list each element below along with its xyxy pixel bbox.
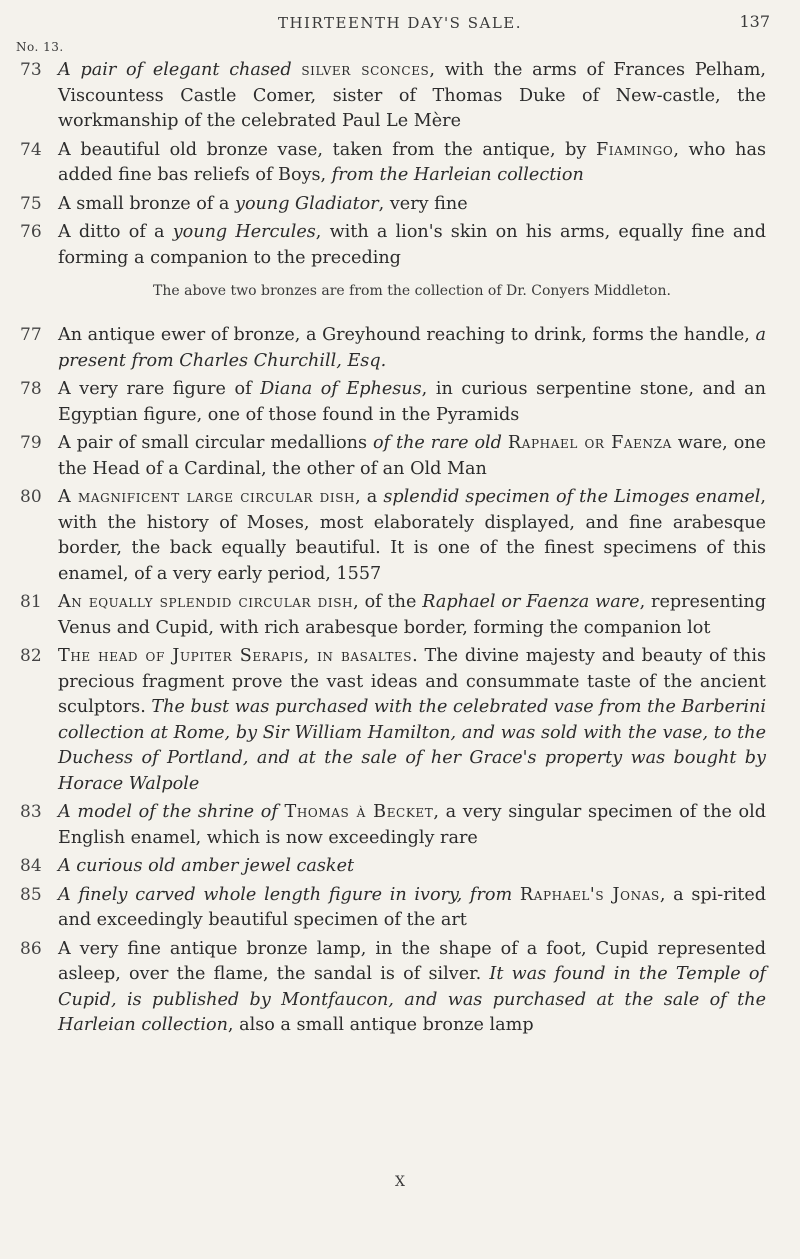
lot-text: Raphael or Faenza ware [422,592,640,612]
lot-entry [0,854,800,880]
lot-number: 77 [20,325,42,345]
lot-entry [0,58,800,135]
lot-number: 84 [20,856,42,876]
lot-number: 74 [20,139,42,160]
lot-entry [0,138,800,189]
lot-entry [0,431,800,482]
lot-text: splendid specimen of the Limoges enamel [383,487,761,507]
running-title: THIRTEENTH DAY'S SALE. [277,14,523,32]
lot-number: 73 [20,60,42,80]
lot-text: . The divine majesty and beauty of this precious fragment prove the vast ideas and consummate taste of the ancient sculptors. [58,646,766,717]
lot-text: , a spi-rited and exceedingly beautiful specimen of the art [58,884,767,930]
lot-text: young Hercules [172,222,316,242]
lot-entry [0,323,800,374]
running-head [0,8,800,32]
lot-entry [0,192,800,218]
lot-text: , with the history of Moses, most elaborately displayed, and fine arabesque border, the back equally beautiful. It is one of the finest specimens of this enamel, of a very early period, 1557 [58,487,766,584]
lot-text: It was found in the Temple of Cupid, is published by Montfaucon, and was purchased at the sale of the Harleian collection [58,964,766,1035]
page-number: 137 [739,12,770,31]
lot-text [512,885,520,905]
lot-text [278,802,285,822]
lot-text: Raphael or Faenza [507,433,672,453]
lot-text: An equally splendid circular dish [58,592,354,612]
lot-number: 82 [20,646,42,666]
lot-text: , who has added fine bas reliefs of Boys, [58,139,766,185]
lot-text: , with a lion's skin on his arms, equally fine and forming a companion to the preceding [58,222,766,268]
lot-text: The head of Jupiter Serapis, in basaltes [58,646,413,666]
lot-number: 85 [20,884,42,905]
lot-text: , with the arms of Frances Pelham, Viscountess Castle Comer, sister of Thomas Duke of New-castle, the workmanship of the celebrated Paul Le Mère [58,60,767,131]
lot-text: Raphael's Jonas [519,884,660,905]
lot-text: A pair of elegant chased [58,60,292,80]
lot-number: 75 [20,193,42,214]
lot-entry [0,220,800,271]
lot-number: 80 [20,487,42,507]
lot-text: , representing Venus and Cupid, with rich arabesque border, forming the companion lot [58,592,767,638]
lot-entry [0,377,800,428]
lot-text: silver sconces [301,60,430,80]
lot-text: A pair of small circular medallions [58,433,373,453]
lot-text: , in curious serpentine stone, and an Egyptian figure, one of those found in the Pyramids [58,379,766,425]
lot-text: , also a small antique bronze lamp [227,1015,534,1035]
lot-text: Thomas à Becket [284,802,434,822]
lot-entry [0,937,800,1039]
lot-text: A small bronze of a [58,193,235,214]
lot-text: A model of the shrine of [58,802,278,822]
lot-text: , of the [353,592,423,612]
lot-text: A ditto of a [58,222,173,242]
lot-text: from the Harleian collection [331,165,584,185]
lot-text: A finely carved whole length figure in ivory, from [58,884,513,905]
lot-text: A curious old amber jewel casket [58,856,355,876]
lot-text: The bust was purchased with the celebrated vase from the Barberini collection at Rome, by Sir William Hamilton, and was sold with the vase, to the Duchess of Portland, and at the sale of her Grace's property was bought by Horace Walpole [58,697,767,794]
lot-number: 78 [20,379,42,399]
lot-entry [0,644,800,797]
lot-text: of the rare old [372,433,502,453]
lot-text [292,60,302,80]
lot-number: 81 [20,592,42,612]
lot-entry [0,485,800,587]
lot-text: A magnificent large circular dish [58,487,356,507]
lot-number: 83 [20,802,42,822]
signature-mark: X [395,1174,405,1190]
lot-text: , a [355,487,384,507]
lot-text: A very fine antique bronze lamp, in the shape of a foot, Cupid represented asleep, over the flame, the sandal is of silver. [58,938,766,984]
lot-text: Diana of Ephesus [260,379,422,399]
lot-text: ware, one the Head of a Cardinal, the other of an Old Man [58,433,767,479]
lot-text: An antique ewer of bronze, a Greyhound reaching to drink, forms the handle, [58,325,756,345]
lot-text: , very fine [378,193,468,214]
provenance-note: The above two bronzes are from the collection of Dr. Conyers Middleton. [153,283,671,299]
lot-text: A beautiful old bronze vase, taken from the antique, by [58,139,596,160]
lot-list [0,58,800,1042]
lot-entry [0,883,800,934]
lot-text: a present from Charles Churchill, Esq. [58,325,766,371]
lot-text: , a very singular specimen of the old English enamel, which is now exceedingly rare [58,802,767,848]
lot-number: 86 [20,938,42,959]
number-label: No. 13. [16,40,64,54]
lot-entry [0,800,800,851]
lot-text: Fiamingo [595,139,674,160]
lot-text: young Gladiator [235,193,379,214]
lot-number: 76 [20,222,42,242]
lot-number: 79 [20,433,42,453]
lot-text: A very rare figure of [58,379,261,399]
lot-entry [0,590,800,641]
